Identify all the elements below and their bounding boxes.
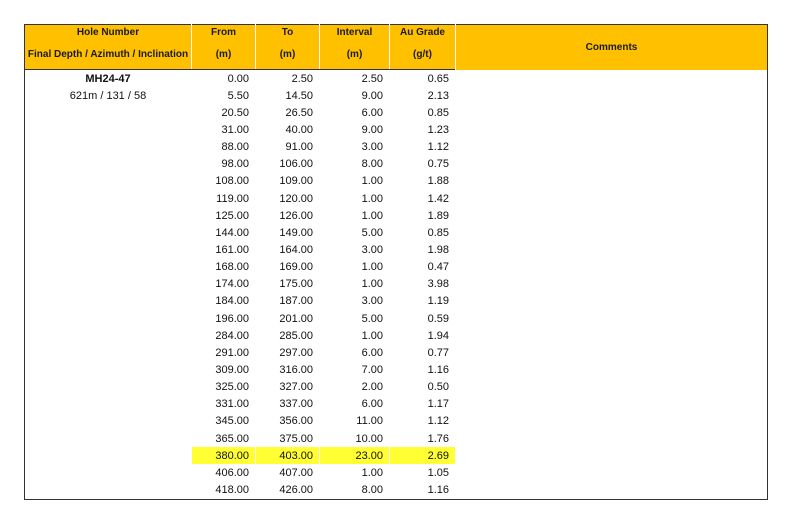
from-cell: 161.00 bbox=[192, 241, 256, 258]
interval-cell: 2.00 bbox=[320, 379, 390, 396]
interval-cell: 2.50 bbox=[320, 70, 390, 88]
au-grade-cell: 0.50 bbox=[390, 379, 456, 396]
comments-cell bbox=[456, 481, 768, 499]
drill-results-table bbox=[24, 24, 768, 500]
comments-cell bbox=[456, 139, 768, 156]
comments-cell bbox=[456, 190, 768, 207]
from-cell: 168.00 bbox=[192, 259, 256, 276]
comments-cell bbox=[456, 464, 768, 481]
hole-cell bbox=[25, 156, 192, 173]
from-cell: 196.00 bbox=[192, 310, 256, 327]
from-cell: 380.00 bbox=[192, 447, 256, 464]
table-header bbox=[25, 25, 768, 70]
table-row bbox=[25, 293, 768, 310]
hole-cell bbox=[25, 430, 192, 447]
hole-cell bbox=[25, 276, 192, 293]
au-grade-cell: 1.23 bbox=[390, 121, 456, 138]
comments-cell bbox=[456, 293, 768, 310]
au-grade-cell: 0.85 bbox=[390, 104, 456, 121]
from-cell: 119.00 bbox=[192, 190, 256, 207]
table-row bbox=[25, 104, 768, 121]
interval-cell: 1.00 bbox=[320, 207, 390, 224]
header-interval: Interval bbox=[320, 25, 390, 41]
au-grade-cell: 1.12 bbox=[390, 413, 456, 430]
comments-cell bbox=[456, 310, 768, 327]
interval-cell: 5.00 bbox=[320, 310, 390, 327]
table-row bbox=[25, 173, 768, 190]
comments-cell bbox=[456, 396, 768, 413]
header-comments: Comments bbox=[456, 25, 768, 70]
to-cell: 285.00 bbox=[256, 327, 320, 344]
interval-cell: 1.00 bbox=[320, 464, 390, 481]
hole-cell bbox=[25, 190, 192, 207]
header-hole-number: Hole Number bbox=[25, 25, 192, 41]
hole-cell bbox=[25, 481, 192, 499]
to-cell: 169.00 bbox=[256, 259, 320, 276]
from-cell: 284.00 bbox=[192, 327, 256, 344]
comments-cell bbox=[456, 121, 768, 138]
comments-cell bbox=[456, 87, 768, 104]
interval-cell: 6.00 bbox=[320, 396, 390, 413]
from-cell: 184.00 bbox=[192, 293, 256, 310]
table-row bbox=[25, 276, 768, 293]
interval-cell: 10.00 bbox=[320, 430, 390, 447]
comments-cell bbox=[456, 70, 768, 88]
from-cell: 345.00 bbox=[192, 413, 256, 430]
from-cell: 98.00 bbox=[192, 156, 256, 173]
from-cell: 20.50 bbox=[192, 104, 256, 121]
from-cell: 144.00 bbox=[192, 224, 256, 241]
table-row bbox=[25, 430, 768, 447]
table-row bbox=[25, 70, 768, 88]
comments-cell bbox=[456, 447, 768, 464]
from-cell: 174.00 bbox=[192, 276, 256, 293]
table-row bbox=[25, 379, 768, 396]
table-row bbox=[25, 344, 768, 361]
from-cell: 331.00 bbox=[192, 396, 256, 413]
hole-cell bbox=[25, 259, 192, 276]
table-row bbox=[25, 396, 768, 413]
comments-cell bbox=[456, 413, 768, 430]
to-cell: 426.00 bbox=[256, 481, 320, 499]
comments-cell bbox=[456, 104, 768, 121]
interval-cell: 8.00 bbox=[320, 156, 390, 173]
from-cell: 31.00 bbox=[192, 121, 256, 138]
hole-cell bbox=[25, 447, 192, 464]
interval-cell: 6.00 bbox=[320, 104, 390, 121]
table-row bbox=[25, 464, 768, 481]
hole-cell bbox=[25, 173, 192, 190]
to-cell: 375.00 bbox=[256, 430, 320, 447]
from-cell: 5.50 bbox=[192, 87, 256, 104]
comments-cell bbox=[456, 379, 768, 396]
hole-cell bbox=[25, 361, 192, 378]
au-grade-cell: 1.89 bbox=[390, 207, 456, 224]
au-grade-cell: 0.47 bbox=[390, 259, 456, 276]
table-row bbox=[25, 413, 768, 430]
to-cell: 126.00 bbox=[256, 207, 320, 224]
interval-cell: 1.00 bbox=[320, 327, 390, 344]
table-row bbox=[25, 139, 768, 156]
au-grade-cell: 0.77 bbox=[390, 344, 456, 361]
au-grade-cell: 1.16 bbox=[390, 361, 456, 378]
header-final-depth: Final Depth / Azimuth / Inclination bbox=[25, 40, 192, 70]
interval-cell: 6.00 bbox=[320, 344, 390, 361]
from-cell: 88.00 bbox=[192, 139, 256, 156]
from-cell: 418.00 bbox=[192, 481, 256, 499]
table-row bbox=[25, 259, 768, 276]
comments-cell bbox=[456, 276, 768, 293]
table-row bbox=[25, 207, 768, 224]
hole-cell bbox=[25, 293, 192, 310]
hole-cell bbox=[25, 207, 192, 224]
au-grade-cell: 1.42 bbox=[390, 190, 456, 207]
from-cell: 125.00 bbox=[192, 207, 256, 224]
to-cell: 14.50 bbox=[256, 87, 320, 104]
comments-cell bbox=[456, 224, 768, 241]
hole-number: MH24-47 bbox=[25, 70, 192, 88]
hole-cell bbox=[25, 464, 192, 481]
to-cell: 106.00 bbox=[256, 156, 320, 173]
hole-cell bbox=[25, 396, 192, 413]
from-cell: 108.00 bbox=[192, 173, 256, 190]
to-cell: 407.00 bbox=[256, 464, 320, 481]
au-grade-cell: 1.94 bbox=[390, 327, 456, 344]
interval-cell: 3.00 bbox=[320, 241, 390, 258]
au-grade-cell: 0.75 bbox=[390, 156, 456, 173]
table-row bbox=[25, 481, 768, 499]
table-row bbox=[25, 310, 768, 327]
header-from: From bbox=[192, 25, 256, 41]
au-grade-cell: 1.16 bbox=[390, 481, 456, 499]
interval-cell: 7.00 bbox=[320, 361, 390, 378]
from-cell: 325.00 bbox=[192, 379, 256, 396]
hole-cell bbox=[25, 413, 192, 430]
comments-cell bbox=[456, 344, 768, 361]
interval-cell: 1.00 bbox=[320, 190, 390, 207]
from-cell: 365.00 bbox=[192, 430, 256, 447]
header-interval-unit: (m) bbox=[320, 40, 390, 70]
table-row bbox=[25, 121, 768, 138]
interval-cell: 8.00 bbox=[320, 481, 390, 499]
au-grade-cell: 1.98 bbox=[390, 241, 456, 258]
table-body bbox=[25, 70, 768, 500]
table-row bbox=[25, 327, 768, 344]
hole-cell bbox=[25, 327, 192, 344]
to-cell: 120.00 bbox=[256, 190, 320, 207]
au-grade-cell: 1.12 bbox=[390, 139, 456, 156]
comments-cell bbox=[456, 207, 768, 224]
interval-cell: 5.00 bbox=[320, 224, 390, 241]
header-to: To bbox=[256, 25, 320, 41]
interval-cell: 23.00 bbox=[320, 447, 390, 464]
table-row bbox=[25, 87, 768, 104]
hole-details: 621m / 131 / 58 bbox=[25, 87, 192, 104]
table-row bbox=[25, 190, 768, 207]
interval-cell: 1.00 bbox=[320, 259, 390, 276]
comments-cell bbox=[456, 156, 768, 173]
table-row bbox=[25, 241, 768, 258]
interval-cell: 9.00 bbox=[320, 87, 390, 104]
au-grade-cell: 2.13 bbox=[390, 87, 456, 104]
au-grade-cell: 0.85 bbox=[390, 224, 456, 241]
au-grade-cell: 0.59 bbox=[390, 310, 456, 327]
au-grade-cell: 1.76 bbox=[390, 430, 456, 447]
to-cell: 403.00 bbox=[256, 447, 320, 464]
au-grade-cell: 0.65 bbox=[390, 70, 456, 88]
interval-cell: 9.00 bbox=[320, 121, 390, 138]
header-from-unit: (m) bbox=[192, 40, 256, 70]
comments-cell bbox=[456, 430, 768, 447]
au-grade-cell: 3.98 bbox=[390, 276, 456, 293]
comments-cell bbox=[456, 259, 768, 276]
to-cell: 109.00 bbox=[256, 173, 320, 190]
table-row bbox=[25, 361, 768, 378]
header-to-unit: (m) bbox=[256, 40, 320, 70]
hole-cell bbox=[25, 310, 192, 327]
hole-cell bbox=[25, 379, 192, 396]
from-cell: 406.00 bbox=[192, 464, 256, 481]
comments-cell bbox=[456, 327, 768, 344]
header-au-grade: Au Grade bbox=[390, 25, 456, 41]
to-cell: 164.00 bbox=[256, 241, 320, 258]
interval-cell: 3.00 bbox=[320, 139, 390, 156]
hole-cell bbox=[25, 224, 192, 241]
comments-cell bbox=[456, 241, 768, 258]
to-cell: 297.00 bbox=[256, 344, 320, 361]
table-row bbox=[25, 447, 768, 464]
to-cell: 91.00 bbox=[256, 139, 320, 156]
to-cell: 40.00 bbox=[256, 121, 320, 138]
hole-cell bbox=[25, 121, 192, 138]
header-au-grade-unit: (g/t) bbox=[390, 40, 456, 70]
comments-cell bbox=[456, 173, 768, 190]
au-grade-cell: 1.17 bbox=[390, 396, 456, 413]
to-cell: 175.00 bbox=[256, 276, 320, 293]
table-row bbox=[25, 224, 768, 241]
hole-cell bbox=[25, 344, 192, 361]
au-grade-cell: 1.88 bbox=[390, 173, 456, 190]
interval-cell: 3.00 bbox=[320, 293, 390, 310]
to-cell: 149.00 bbox=[256, 224, 320, 241]
au-grade-cell: 2.69 bbox=[390, 447, 456, 464]
comments-cell bbox=[456, 361, 768, 378]
to-cell: 356.00 bbox=[256, 413, 320, 430]
au-grade-cell: 1.05 bbox=[390, 464, 456, 481]
to-cell: 26.50 bbox=[256, 104, 320, 121]
interval-cell: 1.00 bbox=[320, 276, 390, 293]
to-cell: 337.00 bbox=[256, 396, 320, 413]
table-row bbox=[25, 156, 768, 173]
interval-cell: 1.00 bbox=[320, 173, 390, 190]
hole-cell bbox=[25, 139, 192, 156]
from-cell: 0.00 bbox=[192, 70, 256, 88]
from-cell: 291.00 bbox=[192, 344, 256, 361]
to-cell: 187.00 bbox=[256, 293, 320, 310]
to-cell: 201.00 bbox=[256, 310, 320, 327]
from-cell: 309.00 bbox=[192, 361, 256, 378]
interval-cell: 11.00 bbox=[320, 413, 390, 430]
hole-cell bbox=[25, 104, 192, 121]
hole-cell bbox=[25, 241, 192, 258]
au-grade-cell: 1.19 bbox=[390, 293, 456, 310]
to-cell: 2.50 bbox=[256, 70, 320, 88]
to-cell: 327.00 bbox=[256, 379, 320, 396]
to-cell: 316.00 bbox=[256, 361, 320, 378]
